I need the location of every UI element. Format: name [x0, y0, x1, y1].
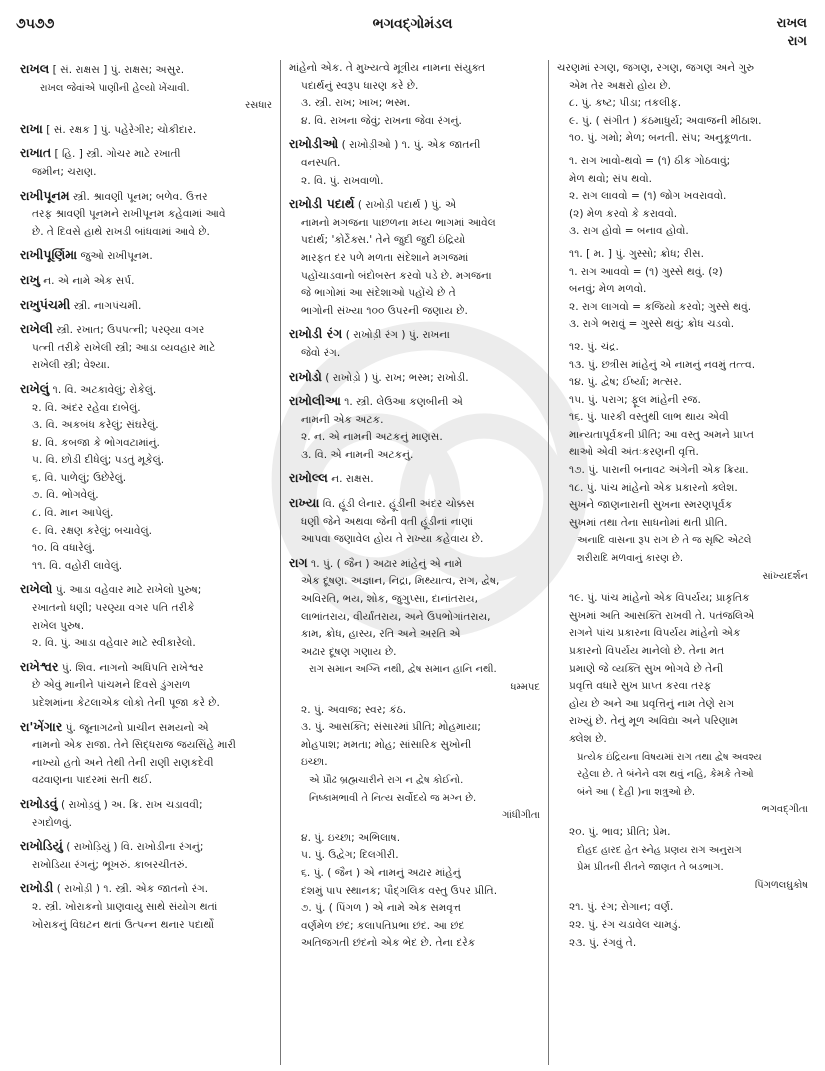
sense-line: ૨. વિ. અંદર રહેવા દાબેલું.: [32, 401, 141, 414]
definition-text: રગદોળવું.: [32, 816, 73, 829]
sense-line: ૧૬. પું. પારકી વસ્તુથી લાભ થાય એવી: [569, 411, 729, 424]
quotation-line: નિષ્કામભાવી તે નિત્ય સર્વોદયે જ મગ્ન છે.: [309, 792, 477, 804]
sense-line: ૫. પું. ઉદ્વેગ; દિલગીરી.: [301, 849, 399, 862]
definition-text: કામ, ક્રોધ, હાસ્ય, રતિ અને અરતિ એ: [301, 628, 461, 641]
definition-line: [289, 325, 540, 345]
definition-text: નામનો મગજના પાછળના મધ્ય ભાગમાં આવેલ: [301, 216, 496, 229]
dictionary-entry: [289, 469, 540, 489]
definition-line: [289, 60, 540, 78]
headword: રાખોલીઆ: [289, 393, 341, 409]
definition-text: પદાર્થનું સ્વરૂપ ધારણ કરે છે.: [301, 79, 419, 92]
definition-line: [557, 60, 808, 78]
headword: રાગ: [289, 554, 308, 570]
definition-text: માંહેનો એક. તે મુખ્યત્વે મૂત્રીય નામના સંયુક્ત: [289, 62, 486, 74]
column-2: [280, 60, 548, 1065]
sense-line: ૨. સ્ત્રી. ખોરાકનો પ્રાણવાયુ સાથે સંયોગ થતાં: [32, 900, 218, 913]
headword: રાખલ: [20, 61, 50, 76]
idiom-line: (૨) મેળ કરવો કે કરાવવો.: [569, 207, 678, 220]
definition-line: [289, 591, 540, 609]
definition-text: છે. તે દિવસે હાથે રાખડી બાંધવામાં આવે છે.: [32, 225, 210, 238]
dictionary-entry: [557, 339, 808, 585]
dictionary-entry: [20, 246, 272, 266]
idiom-line: ૨. રાગ લાગવો = કજિયો કરવો; ગુસ્સે થવું.: [569, 300, 752, 313]
definition-line: [20, 60, 272, 80]
definition-text: સ્ત્રી. નાગપંચમી.: [73, 299, 142, 312]
idiom-line: ૧. રાગ આવવો = (૧) ગુસ્સે થવું. (૨): [569, 265, 723, 278]
headword: રાખેલું: [20, 380, 50, 396]
guide-word-last: રાગ: [787, 34, 807, 49]
sense-line: ૧૭. પું. પારાની બનાવટ અંગેની એક ક્રિયા.: [569, 464, 749, 477]
definition-text: તરફ શ્રાવણી પૂનમને રાખીપૂનમ કહેવામાં આવે: [32, 208, 226, 221]
dictionary-entry: [289, 195, 540, 320]
dictionary-entry: [557, 824, 808, 894]
definition-line: [20, 772, 272, 790]
dictionary-entry: [20, 580, 272, 652]
definition-text: [ હિ. ] સ્ત્રી. ગોચર માટે રખાતી: [54, 148, 181, 161]
definition-line: [289, 268, 540, 286]
sense-line: ૭. પું. ( પિંગળ ) એ નામે એક સમવૃત્ત: [301, 902, 461, 915]
definition-text: સ્ત્રી. રખાત; ઉપપત્ની; પરણ્યા વગર: [56, 324, 205, 337]
sense-line: ૧૦. વિ વધારેલું.: [32, 542, 96, 555]
sense-line: ૬. વિ. પાળેલું; ઉછેરેલું.: [32, 471, 127, 484]
definition-line: [20, 340, 272, 358]
definition-line: [289, 135, 540, 155]
headword: રાખોડી: [20, 880, 54, 896]
definition-text: ( રાખોડ઼ો ) પું. રાખ; ભસ્મ; રાખોડી.: [325, 371, 469, 384]
sense-line: ૧૩. પું. છત્રીસ માંહેનું એ નામનું નવમું તત્ત્વ.: [569, 358, 756, 371]
dictionary-entry: [20, 320, 272, 375]
definition-line: [20, 164, 272, 182]
headword: રાખીપૂનમ: [20, 187, 70, 203]
definition-line: [289, 78, 540, 96]
definition-line: [20, 837, 272, 857]
dictionary-entry: [289, 392, 540, 464]
definition-line: [289, 531, 540, 549]
definition-text: નામની એક અટક.: [301, 413, 384, 426]
definition-text: રાખોડિયા રંગનું; ભૂખરું. કાબરચીતરું.: [32, 858, 188, 871]
dictionary-entry: [289, 368, 540, 388]
dictionary-columns: [12, 60, 817, 1065]
definition-line: [20, 879, 272, 899]
definition-line: [289, 469, 540, 489]
quotation-line: બંને આ ( દેહી )ના શત્રુઓ છે.: [577, 786, 696, 798]
headword: રાખોડીઓ: [289, 136, 339, 152]
definition-line: [289, 368, 540, 388]
definition-text: જેવો રંગ.: [301, 346, 341, 359]
definition-line: [20, 206, 272, 224]
sense-line: ૧૧. [ મ. ] પું. ગુસ્સો; ક્રોધ; રીસ.: [569, 247, 704, 260]
sense-line: ૪. પું. ઇચ્છા; અભિલાષ.: [301, 831, 401, 844]
definition-line: [20, 320, 272, 340]
dictionary-entry: [20, 296, 272, 316]
dictionary-entry: [289, 494, 540, 549]
quotation-source: પિંગળલઘુકોષ: [754, 879, 808, 891]
definition-line: [20, 618, 272, 636]
definition-text: [ સં. રક્ષક ] પું. પહેરેગીર; ચોકીદાર.: [46, 123, 197, 136]
sense-line: ૨૧. પું. રંગ; રોગાન; વર્ણ.: [569, 901, 674, 914]
definition-text: [ સં. રાક્ષસ ] પું. રાક્ષસ; અસુર.: [52, 64, 185, 76]
definition-line: [20, 815, 272, 833]
quotation-line: એ પ્રૌઢ બ્રહ્મચારીને રાગ ન દ્વેષ કોઈનો.: [309, 774, 464, 786]
definition-line: [20, 580, 272, 600]
definition-line: [20, 718, 272, 738]
sense-line: અતિજગતી છંદનો એક ભેદ છે. તેના દરેક: [301, 937, 476, 950]
definition-line: [20, 224, 272, 242]
definition-line: [289, 644, 540, 662]
definition-text: ( રાખોડ઼િયું ) વિ. રાખોડીના રંગનું;: [66, 841, 204, 854]
sense-line: ૨. પું. અવાજ; સ્વર; કંઠ.: [301, 703, 407, 716]
definition-text: ( રાખોડ઼ી ) ૧. સ્ત્રી. એક જાતનો રંગ.: [56, 883, 209, 896]
definition-text: જમીન; ચરાણ.: [32, 165, 97, 178]
sense-line: ૩. વિ. એ નામની અટકનું.: [301, 448, 414, 461]
definition-line: [20, 795, 272, 815]
definition-text: અવિરતિ, ભય, શોક, જુગુપ્સા, દાનાંતરાય,: [301, 593, 478, 606]
definition-text: પ્રદેશમાંના કેટલાએક લોકો તેની પૂજા કરે છે.: [32, 697, 220, 709]
sense-line: થાઓ એવી અંતઃકરણની વૃત્તિ.: [569, 446, 699, 459]
column-3: [548, 60, 816, 1065]
headword: રાખેલી: [20, 321, 53, 337]
sense-line: ૧૦. પું. ગમો; મેળ; બનતી. સંપ; અનુકૂળતા.: [569, 132, 752, 145]
headword: રાખીપૂર્ણિમા: [20, 247, 78, 263]
quotation-line: અનાદિ વાસના રૂપ રાગ છે તે જ સૃષ્ટિ એટલે: [577, 535, 752, 547]
headword: રાખોડી રંગ: [289, 326, 343, 342]
quotation-source: રસધાર: [245, 100, 272, 112]
sense-line: ૩. સ્ત્રી. રાખ; ખાખ; ભસ્મ.: [301, 97, 411, 110]
definition-text: રાખેલી સ્ત્રી; વેશ્યા.: [32, 359, 110, 372]
definition-text: નાખ્યો હતો અને તેથી તેની રાણી રાણકદેવી: [32, 756, 214, 769]
definition-line: [20, 755, 272, 773]
sense-line: ૧૪. પું. દ્વેષ; ઈર્ષ્યા; મત્સર.: [569, 376, 682, 389]
definition-line: [289, 195, 540, 215]
definition-text: રાખેલ પુરુષ.: [32, 619, 85, 632]
definition-text: પદાર્થ; 'કોર્ટેક્સ.' તેને જુદી જુદી ઇંદ્રિયો: [301, 234, 466, 247]
quotation-line: પ્રેમ પ્રીતની રીતને જાણત તે બડભાગ.: [577, 862, 724, 874]
definition-text: છે એવું માનીને પાંચમને દિવસે ડુંગરાળ: [32, 679, 191, 692]
quotation-line: શરીરાદિ મળવાનું કારણ છે.: [577, 553, 684, 565]
definition-text: જુઓ રાખીપૂનમ.: [80, 250, 153, 263]
dictionary-entry: [20, 187, 272, 242]
dictionary-entry: [20, 718, 272, 790]
dictionary-entry: [289, 325, 540, 362]
headword: રાખેશ્વર: [20, 658, 59, 674]
definition-line: [20, 677, 272, 695]
definition-line: [20, 600, 272, 618]
definition-line: [20, 380, 272, 400]
sense-line: ખોરાકનું વિઘટન થતાં ઉત્પન્ન થનાર પદાર્થો: [32, 918, 215, 931]
definition-line: [20, 187, 272, 207]
definition-line: [289, 345, 540, 363]
definition-line: [289, 609, 540, 627]
headword: રાખેલો: [20, 581, 53, 597]
definition-text: એક દૂષણ. અજ્ઞાન, નિદ્રા, મિથ્યાત્વ, રાગ, દ્વેષ,: [301, 575, 500, 588]
definition-text: સ્ત્રી. શ્રાવણી પૂનમ; બળેવ. ઉત્તર: [73, 190, 208, 203]
definition-line: [20, 120, 272, 140]
sense-line: સુખમાં અતિ આસક્તિ રાખવી તે. પતંજલિએ: [569, 609, 755, 622]
sense-line: ૨. ન. એ નામની અટકનું માણસ.: [301, 431, 443, 444]
idiom-line: ૧. રાગ ખાવો-થવો = (૧) ઠીક ગોઠવાવું;: [569, 154, 731, 167]
sense-line: ૨. વિ. પું. આડા વહેવાર માટે સ્વીકારેલો.: [32, 637, 196, 650]
sense-line: ૮. પું. કષ્ટ; પીડા; તકલીફ.: [569, 97, 682, 110]
dictionary-entry: [20, 879, 272, 934]
definition-text: ૧. વિ. અટકાવેલું; રોકેલું.: [52, 383, 157, 396]
book-title: ભગવદ્ગોમંડલ: [372, 16, 453, 32]
dictionary-entry: [557, 590, 808, 819]
definition-text: ભાગોની સંખ્યા ૧૦૦ ઉપરની જણાય છે.: [301, 304, 468, 317]
quotation-line: દોહદ હારદ હેત સ્નેહ પ્રણય રાગ અનુરાગ: [577, 844, 742, 856]
quotation-source: સાંખ્યદર્શન: [762, 570, 808, 582]
idiom-line: ૨. રાગ લાવવો = (૧) જોગ ખવરાવવો.: [569, 190, 727, 203]
sense-line: વર્ણમેળ છંદ; કલાપતિપ્રભા છંદ. આ છંદ: [301, 919, 465, 932]
definition-text: વઢવાણના પાદરમાં સતી થઈ.: [32, 774, 153, 787]
definition-text: ( રાખોડ઼વું ) અ. ક્રિ. રાખ ચડાવવી;: [60, 798, 203, 811]
sense-line: ૯. વિ. રક્ષણ કરેલું; બચાવેલું.: [32, 524, 152, 537]
headword: રાખ્યા: [289, 495, 320, 511]
definition-line: [289, 626, 540, 644]
headword: રાખોડિયું: [20, 838, 63, 854]
definition-text: પું. આડા વહેવાર માટે રાખેલો પુરુષ;: [55, 584, 202, 597]
sense-line: ૧૧. વિ. વહોરી લાવેલું.: [32, 559, 123, 572]
sense-line: ૧૯. પું. પાંચ માંહેનો એક વિપર્યય; પ્રાકૃતિક: [569, 592, 750, 605]
quotation-line: રાગ સમાન અગ્નિ નથી, દ્વેષ સમાન હાનિ નથી.: [309, 664, 497, 676]
sense-line: ૩. વિ. અકબંધ કરેલું; સંઘરેલું.: [32, 419, 159, 432]
sense-line: દશમું પાપ સ્થાનક; પૌદ્ગલિક વસ્તુ ઉપર પ્રીતિ.: [301, 884, 498, 897]
sense-line: પ્રવૃત્તિ વધારે સુખ પ્રાપ્ત કરવા તરફ: [569, 680, 712, 693]
idiom-line: ૩. રાગે ભરાવું = ગુસ્સે થવું; ક્રોધ ચડવો.: [569, 318, 735, 331]
dictionary-entry: [20, 795, 272, 832]
sense-line: માન્યતાપૂર્વકની પ્રીતિ; આ વસ્તુ અમને પ્રાપ્ત: [569, 428, 755, 441]
definition-line: [557, 78, 808, 96]
sense-line: સુખને જાણનારાની સુખના સ્મરણપૂર્વક: [569, 499, 733, 512]
definition-line: [289, 554, 540, 574]
definition-text: જે ભાગોમાં આ સંદેશાઓ પહોંચે છે તે: [301, 287, 456, 300]
definition-text: ( રાખોડ઼ીઓ ) ૧. પું. એક જાતની: [341, 139, 481, 152]
dictionary-entry: [557, 60, 808, 148]
definition-text: ધણી જેને અથવા જેની વતી હૂંડીનાં નાણાં: [301, 515, 474, 528]
headword: રાખાત: [20, 145, 52, 161]
idiom-line: બનવું; મેળ મળવો.: [569, 283, 647, 296]
definition-text: ચરણમાં રગણ, જગણ, રગણ, જગણ અને ગુરુ: [557, 62, 755, 74]
definition-line: [20, 695, 272, 713]
sense-line: ૧૫. પું. પરાગ; ફૂલ માંહેની રજ.: [569, 393, 701, 406]
sense-line: હોય છે અને આ પ્રવૃત્તિનું નામ તેણે રાગ: [569, 697, 735, 710]
definition-line: [20, 296, 272, 316]
guide-word-first: રાખલ: [776, 16, 807, 31]
page-header: [0, 10, 825, 54]
dictionary-entry: [289, 830, 540, 953]
sense-line: પ્રકારનો વિપર્યય માનેલો છે. તેના મત: [569, 645, 725, 657]
definition-text: પત્ની તરીકે રાખેલી સ્ત્રી; આડા વ્યવહાર માટે: [32, 341, 216, 354]
idiom-line: ૩. રાગ હોવો = બનાવ હોવો.: [569, 225, 689, 238]
headword: રાખુપંચમી: [20, 296, 71, 312]
quotation-source: ધમ્મપદ: [510, 682, 540, 693]
sense-line: ૨૨. પું. રંગ ચડાવેલ ચામડું.: [569, 918, 681, 931]
headword: રા'ખેંગાર: [20, 718, 63, 734]
definition-line: [289, 250, 540, 268]
sense-line: ૯. પું. ( સંગીત ) કંઠમાધુર્ય; અવાજની મીઠાશ.: [569, 114, 762, 127]
definition-line: [20, 357, 272, 375]
definition-text: ૧. સ્ત્રી. લેઉઆ કણબીની એ: [344, 396, 463, 409]
sense-line: ૨. વિ. પું. રાખવાળો.: [301, 174, 384, 187]
definition-text: વનસ્પતિ.: [301, 156, 341, 169]
definition-line: [289, 232, 540, 250]
quotation-source: ભગવદ્ગીતા: [761, 804, 808, 816]
definition-text: પું. શિવ. નાગનો અધિપતિ રાખેશ્વર: [61, 661, 204, 674]
definition-text: નામનો એક રાજા. તેને સિદ્ધરાજ જયસિંહે મારી: [32, 739, 236, 752]
definition-text: પું. જૂનાગઢનો પ્રાચીન સમયનો એ: [65, 721, 209, 734]
sense-line: મોહપાશ; મમતા; મોહ; સાંસારિક સુખોની: [301, 738, 472, 751]
definition-text: મારફત દર પળે મળતા સંદેશાને મગજમાં: [301, 251, 469, 264]
definition-line: [289, 303, 540, 321]
dictionary-entry: [20, 120, 272, 140]
definition-text: ( રાખોડ઼ી રંગ ) પું. રાખના: [345, 329, 450, 342]
definition-line: [289, 494, 540, 514]
sense-line: રાખ્યું છે. તેનું મૂળ અવિદ્યા અને પરિણામ: [569, 715, 739, 728]
headword: રાખોડો: [289, 368, 322, 384]
dictionary-entry: [289, 135, 540, 190]
definition-text: ૧. પું. ( જૈન ) અઢાર માંહેનું એ નામે: [311, 557, 463, 570]
definition-line: [20, 271, 272, 291]
definition-line: [289, 412, 540, 430]
definition-text: વિ. હૂંડી લેનાર. હૂંડીની અંદર ચોક્કસ: [322, 498, 475, 511]
sense-line: ૨૦. પું. ભાવ; પ્રીતિ; પ્રેમ.: [569, 825, 671, 838]
definition-line: [289, 573, 540, 591]
quotation-line: રહેલા છે. તે બંનેને વશ થવું નહિ, કેમકે તેઓ: [577, 769, 754, 781]
dictionary-entry: [20, 144, 272, 181]
definition-line: [20, 737, 272, 755]
definition-text: અઢાર દૂષણ ગણાય છે.: [301, 645, 397, 658]
dictionary-entry: [557, 153, 808, 241]
dictionary-entry: [557, 246, 808, 334]
sense-line: ૨૩. પું. રંગવું તે.: [569, 936, 637, 949]
sense-line: ૪. વિ. કબજા કે ભોગવટામાંનું.: [32, 436, 160, 449]
sense-line: ૮. વિ. માન આપેલું.: [32, 507, 114, 520]
dictionary-entry: [289, 60, 540, 130]
definition-text: રખાતનો ધણી; પરણ્યા વગર પતિ તરીકે: [32, 602, 195, 615]
sense-line: ક્લેશ છે.: [569, 732, 607, 745]
definition-line: [289, 514, 540, 532]
dictionary-entry: [20, 658, 272, 713]
definition-line: [289, 285, 540, 303]
dictionary-entry: [289, 554, 540, 697]
sense-line: ૫. વિ. છોડી દીધેલું; પડતું મૂકેલું.: [32, 454, 165, 467]
definition-text: ન. એ નામે એક સર્પ.: [43, 274, 135, 287]
definition-text: ન. રાક્ષસ.: [331, 473, 374, 486]
dictionary-entry: [557, 899, 808, 952]
definition-text: પહોંચાડવાનો બંદોબસ્ત કરવો પડે છે. મગજના: [301, 269, 492, 282]
headword: રાખોડી પદાર્થ: [289, 196, 355, 212]
sense-line: ૩. પું. આસક્તિ; સંસારમાં પ્રીતિ; મોહમાયા;: [301, 721, 481, 734]
sense-line: ૪. વિ. રાખના જેવું; રાખના જેવા રંગનું.: [301, 114, 462, 127]
headword: રાખોડવું: [20, 795, 58, 811]
definition-line: [289, 392, 540, 412]
definition-text: આપવા જણાવેલ હોય તે રાખ્યા કહેવાય છે.: [301, 533, 484, 546]
quotation-source: ગાંધીગીતા: [502, 810, 540, 822]
sense-line: ૭. વિ. ભોગવેલું.: [32, 489, 99, 502]
definition-line: [289, 215, 540, 233]
column-1: [12, 60, 280, 1065]
sense-line: ૧૨. પું. ચંદ્ર.: [569, 340, 619, 353]
definition-line: [20, 144, 272, 164]
definition-line: [20, 246, 272, 266]
dictionary-entry: [289, 702, 540, 825]
sense-line: ઇચ્છા.: [301, 756, 328, 769]
definition-text: એમ તેર અક્ષરો હોય છે.: [569, 79, 672, 92]
definition-text: ( રાખોડ઼ી પદાર્થ ) પું. એ: [357, 199, 457, 212]
dictionary-entry: [20, 271, 272, 291]
sense-line: ૧૮. પું. પાંચ માંહેનો એક પ્રકારનો ક્લેશ.: [569, 481, 738, 494]
sense-line: ૬. પું. ( જૈન ) એ નામનું અઢાર માંહેનું: [301, 866, 461, 879]
dictionary-entry: [20, 837, 272, 874]
dictionary-entry: [20, 380, 272, 576]
definition-line: [20, 658, 272, 678]
quotation-line: પ્રત્યેક ઇંદ્રિયના વિષયમાં રાગ તથા દ્વેષ અવશ્ય: [577, 751, 762, 763]
headword: રાખોલ્લ: [289, 470, 328, 486]
sense-line: સુખમાં તથા તેના સાધનોમાં થતી પ્રીતિ.: [569, 516, 728, 529]
definition-text: લાભાંતરાય, વીર્યાંતરાય, અને ઉપભોગાંતરાય,: [301, 610, 491, 623]
idiom-line: મેળ થવો; સંપ થવો.: [569, 172, 652, 185]
sense-line: રાગને પાંચ પ્રકારના વિપર્યય માંહેનો એક: [569, 627, 741, 640]
page-number: ૭૫૭૭: [16, 16, 55, 32]
definition-line: [289, 155, 540, 173]
quotation-line: રાખલ જેવાંએ પાણીની હેલ્યો ખેંચાવી.: [40, 82, 190, 94]
definition-line: [20, 857, 272, 875]
sense-line: પ્રમાણે જે વ્યક્તિ સુખ ભોગવે છે તેની: [569, 662, 724, 675]
headword: રાખુ: [20, 271, 40, 287]
headword: રાખા: [20, 120, 43, 136]
dictionary-entry: [20, 60, 272, 115]
